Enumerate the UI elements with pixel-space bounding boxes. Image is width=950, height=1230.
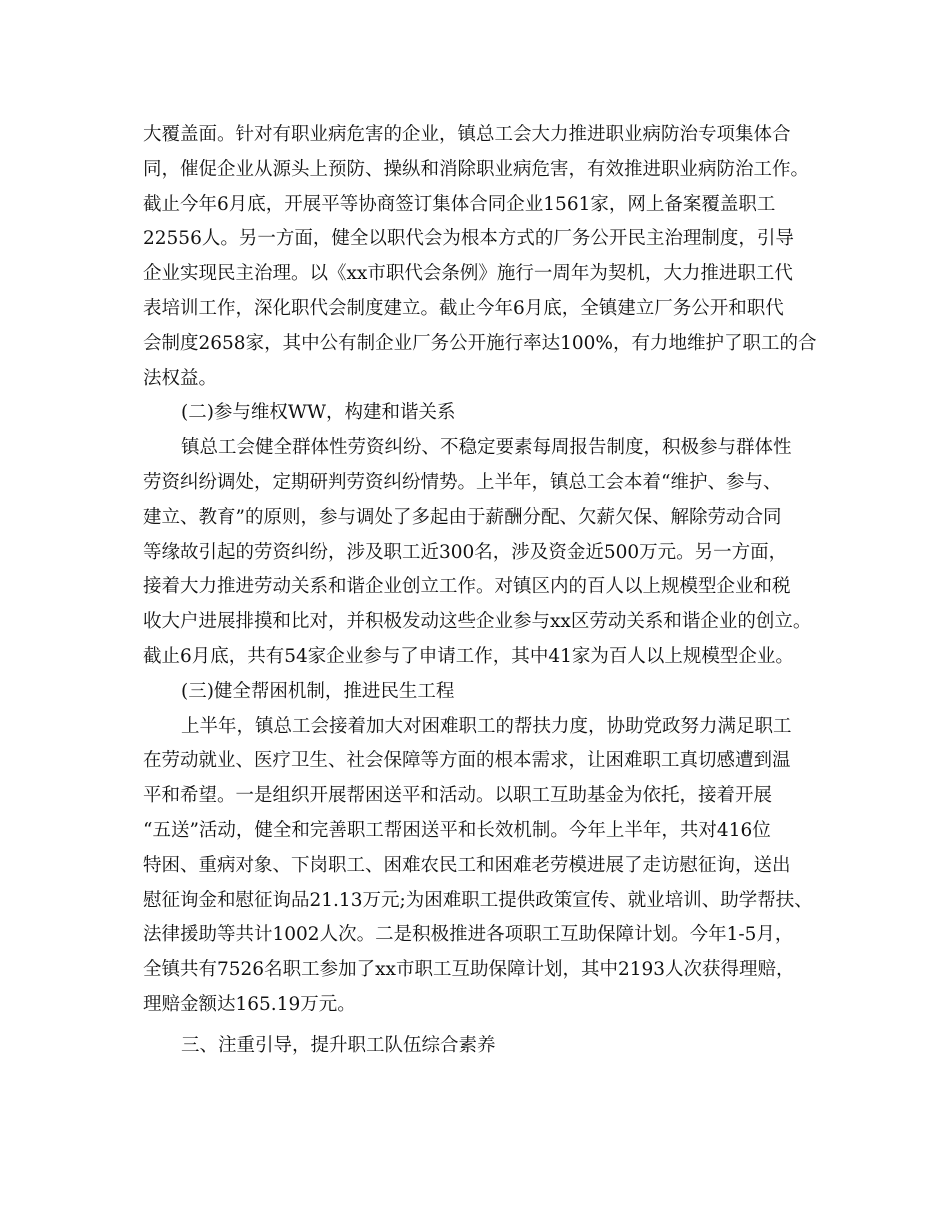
- text-line: 接着大力推进劳动关系和谐企业创立工作。对镇区内的百人以上规模型企业和税: [143, 576, 791, 598]
- text-line: 镇总工会健全群体性劳资纠纷、不稳定要素每周报告制度，积极参与群体性: [181, 437, 792, 459]
- section-heading: (三)健全帮困机制，推进民生工程: [181, 680, 455, 702]
- text-line: 在劳动就业、医疗卫生、社会保障等方面的根本需求，让困难职工真切感遭到温: [143, 750, 791, 772]
- text-line: 大覆盖面。针对有职业病危害的企业，镇总工会大力推进职业病防治专项集体合: [143, 124, 791, 145]
- text-line: 建立、教育”的原则，参与调处了多起由于薪酬分配、欠薪欠保、解除劳动合同: [143, 506, 782, 528]
- text-line: 截止今年6月底，开展平等协商签订集体合同企业1561家，网上备案覆盖职工: [143, 193, 776, 215]
- text-line: 全镇共有7526名职工参加了xx市职工互助保障计划，其中2193人次获得理赔，: [143, 959, 795, 981]
- text-line: 平和希望。一是组织开展帮困送平和活动。以职工互助基金为依托，接着开展: [143, 785, 773, 807]
- section-heading: (二)参与维权WW，构建和谐关系: [181, 402, 456, 424]
- text-line: 法律援助等共计1002人次。二是积极推进各项职工互助保障计划。今年1-5月，: [143, 924, 794, 946]
- text-line: 表培训工作，深化职代会制度建立。截止今年6月底，全镇建立厂务公开和职代: [143, 297, 784, 319]
- text-line: 收大户进展排摸和比对，并积极发动这些企业参与xx区劳动关系和谐企业的创立。: [143, 611, 812, 633]
- text-line: 上半年，镇总工会接着加大对困难职工的帮扶力度，协助党政努力满足职工: [181, 715, 792, 737]
- text-line: 截止6月底，共有54家企业参与了申请工作，其中41家为百人以上规模型企业。: [143, 645, 794, 667]
- text-line: 会制度2658家，其中公有制企业厂务公开施行率达100%，有力地维护了职工的合: [143, 332, 817, 354]
- text-line: 同，催促企业从源头上预防、操纵和消除职业病危害，有效推进职业病防治工作。: [143, 158, 810, 180]
- text-line: 理赔金额达165.19万元。: [143, 993, 356, 1015]
- text-line: “五送”活动，健全和完善职工帮困送平和长效机制。今年上半年，共对416位: [143, 819, 771, 841]
- text-line: 劳资纠纷调处，定期研判劳资纠纷情势。上半年，镇总工会本着“维护、参与、: [143, 471, 782, 493]
- chapter-heading: 三、注重引导，提升职工队伍综合素养: [181, 1034, 496, 1056]
- text-line: 等缘故引起的劳资纠纷，涉及职工近300名，涉及资金近500万元。另一方面，: [143, 541, 788, 563]
- document-body: [143, 118, 823, 1064]
- text-line: 特困、重病对象、下岗职工、困难农民工和困难老劳模进展了走访慰征询，送出: [143, 854, 791, 876]
- text-line: 22556人。另一方面，健全以职代会为根本方式的厂务公开民主治理制度，引导: [143, 228, 794, 250]
- text-line: 慰征询金和慰征询品21.13万元;为困难职工提供政策宣传、就业培训、助学帮扶、: [143, 889, 813, 911]
- text-line: 企业实现民主治理。以《xx市职代会条例》施行一周年为契机，大力推进职工代: [143, 263, 793, 285]
- text-line: 法权益。: [143, 367, 218, 389]
